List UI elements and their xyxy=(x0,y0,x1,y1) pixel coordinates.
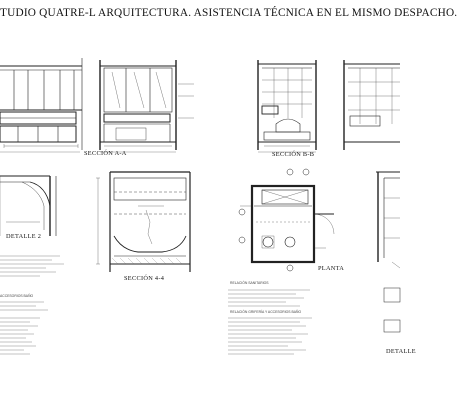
hatch-marks xyxy=(112,258,182,264)
note-relacion-griferia: RELACIÓN GRIFERÍA Y ACCESORIOS BAÑO xyxy=(230,310,302,314)
label-seccion-4: SECCIÓN 4-4 xyxy=(124,275,165,282)
section-a-a xyxy=(100,60,194,150)
label-seccion-a: SECCIÓN A-A xyxy=(84,150,127,157)
note-lines xyxy=(0,152,316,354)
title-block-fragment xyxy=(384,288,400,332)
section-4-4 xyxy=(96,172,190,272)
label-seccion-b: SECCIÓN B-B xyxy=(272,151,315,158)
detail-2 xyxy=(0,176,56,236)
section-c-c xyxy=(344,60,400,150)
label-detalle-2: DETALLE 2 xyxy=(6,233,42,240)
note-accesorios: ACCESORIOS BAÑO xyxy=(0,294,34,298)
sheet-title: TUDIO QUATRE-L ARQUITECTURA. ASISTENCIA TÉCNICA EN EL MISMO DESPACHO. xyxy=(0,7,457,19)
elevation-1 xyxy=(0,58,82,150)
label-planta: PLANTA xyxy=(318,265,345,272)
label-detalle-right: DETALLE xyxy=(386,348,416,355)
section-b-b xyxy=(258,60,316,150)
note-relacion-sanitarios: RELACIÓN SANITARIOS xyxy=(230,281,269,285)
floor-plan xyxy=(239,169,334,271)
right-detail xyxy=(376,172,400,268)
